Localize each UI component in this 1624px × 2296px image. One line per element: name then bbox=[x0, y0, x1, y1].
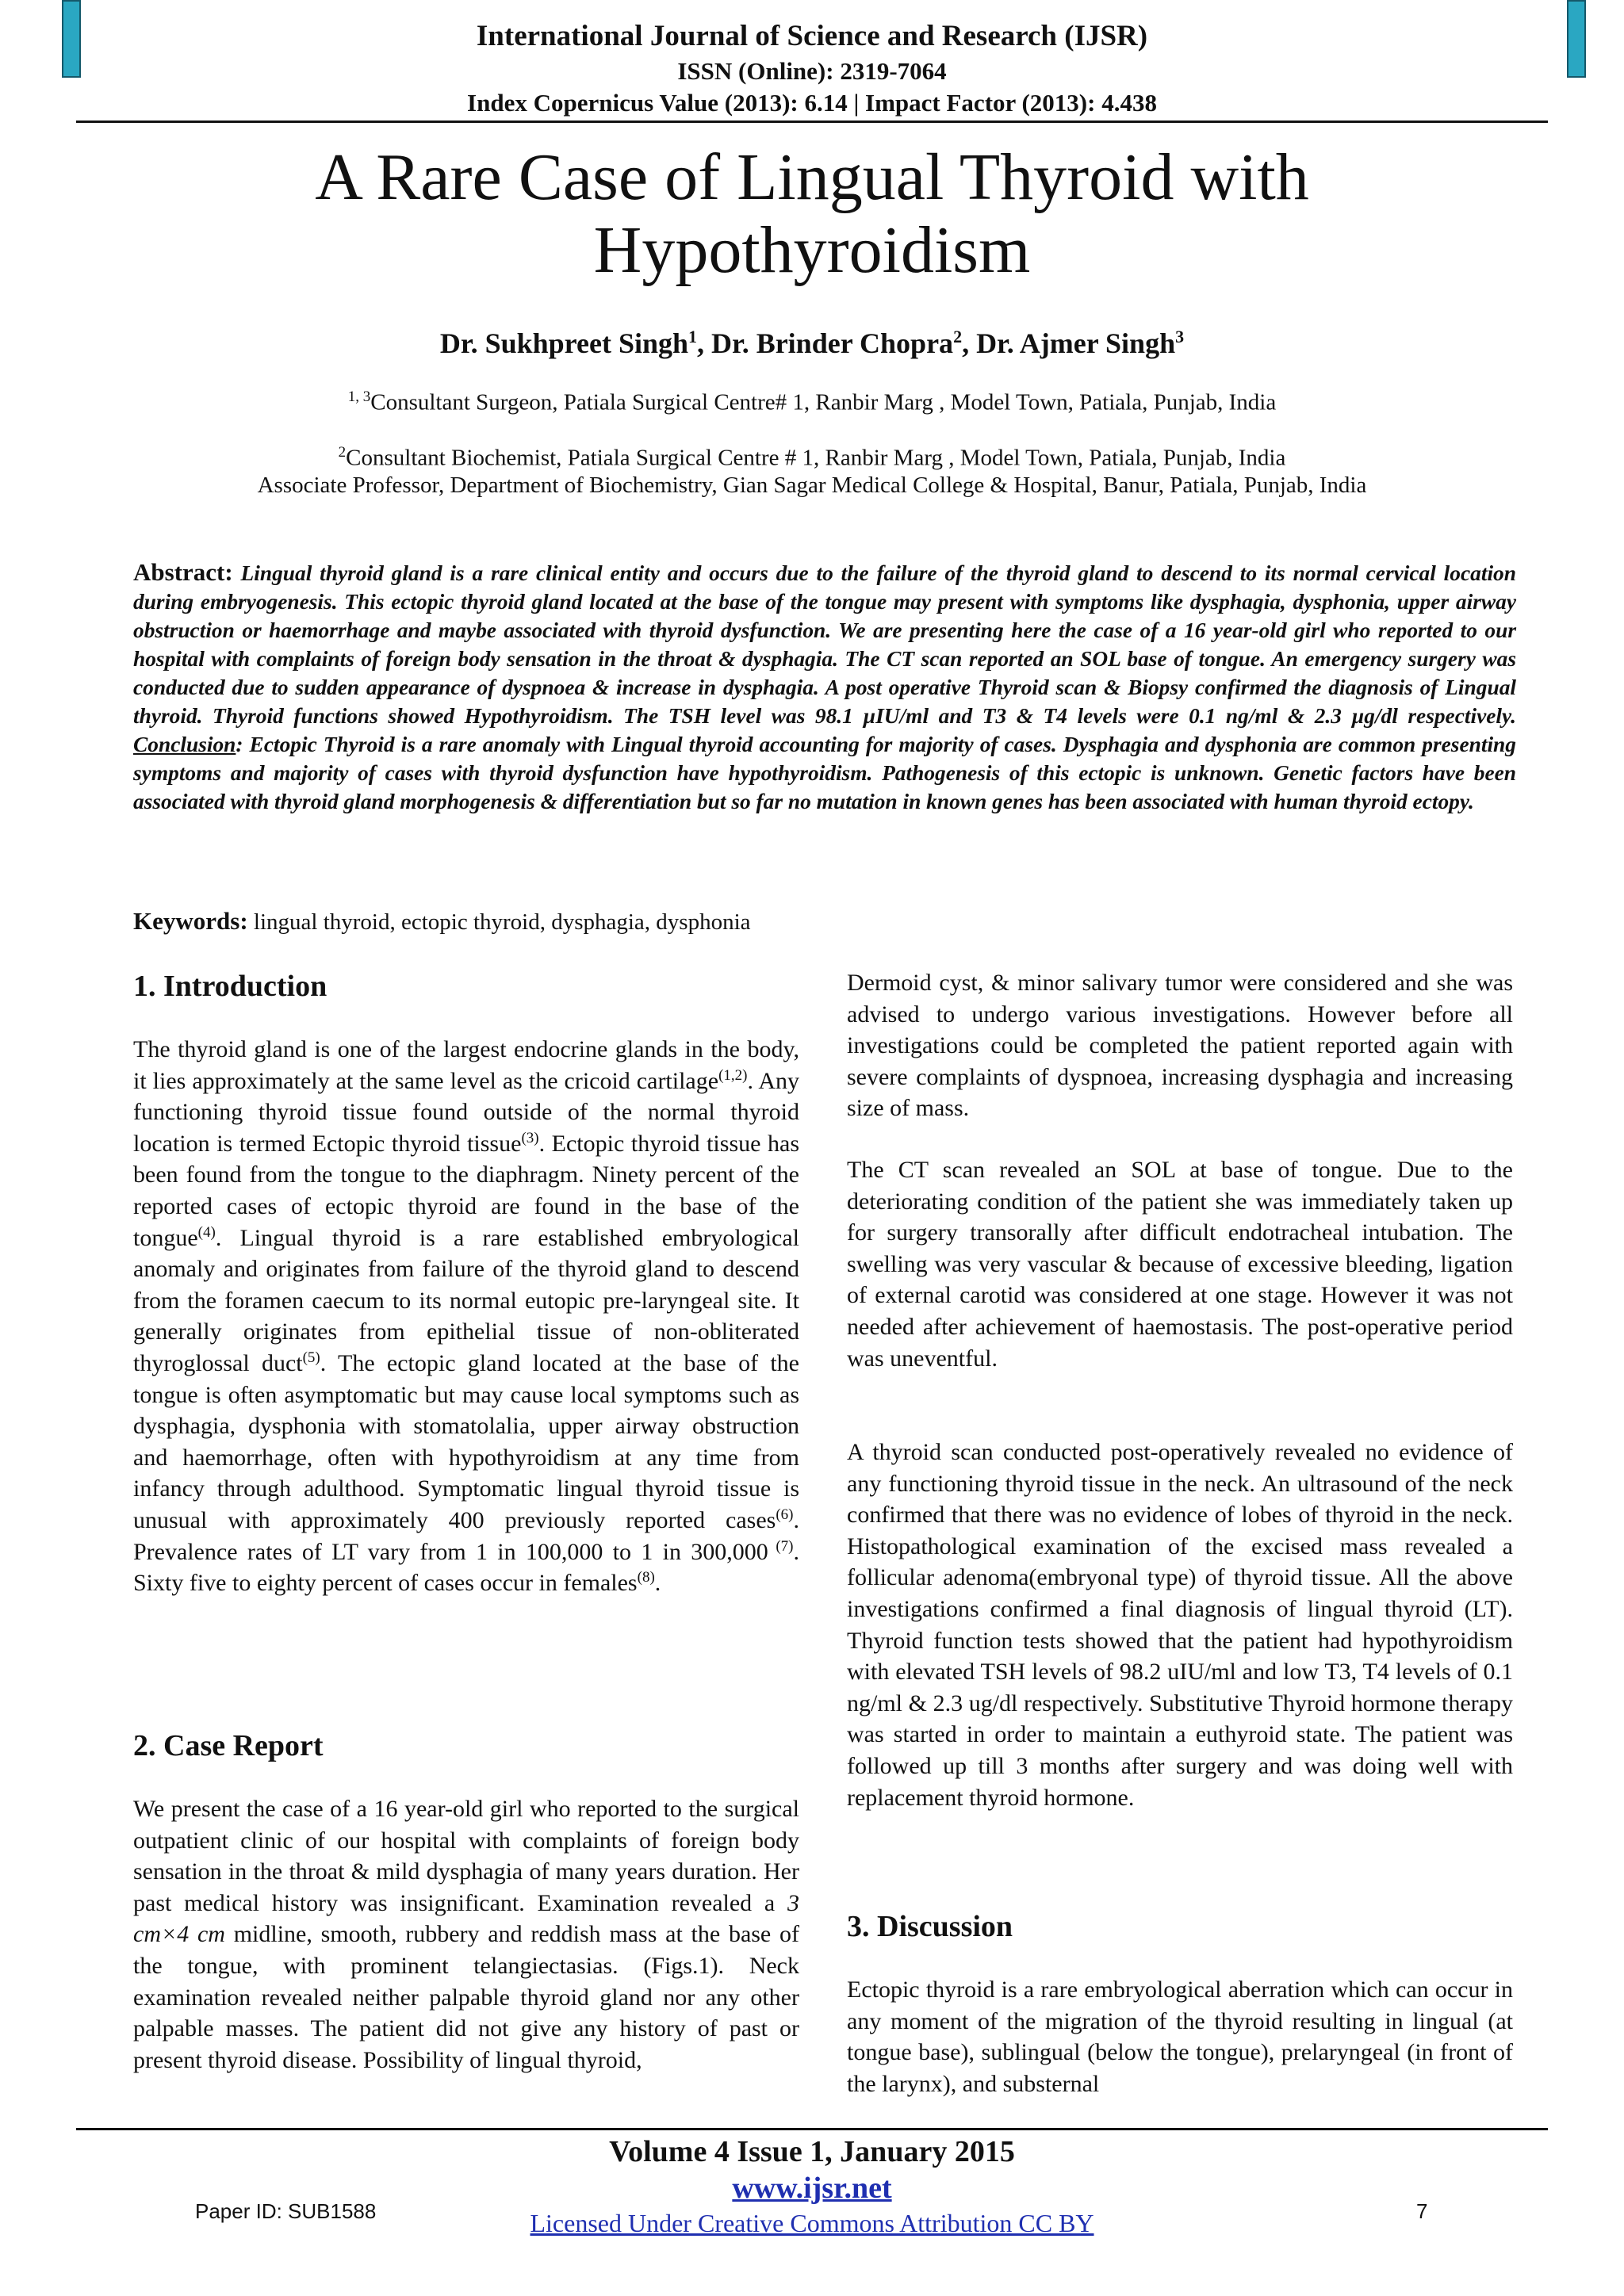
citation: (3) bbox=[521, 1129, 539, 1146]
author-affiliation-mark: 1 bbox=[688, 327, 698, 346]
affiliation-mark: 2 bbox=[338, 444, 347, 461]
journal-website-link[interactable]: www.ijsr.net bbox=[732, 2172, 892, 2205]
case-report-paragraph-1: We present the case of a 16 year-old girl who reported to the surgical outpatient clinic of our hospital with complaints of foreign body sensation in the throat & mild dysphagia of many years duration. Her past medical history was insignificant. Examination revealed a 3 cm×4 cm midline, smooth, rubbery and reddish mass at the base of the tongue, with prominent telangiectasias. (Figs.1). Neck examination revealed neither palpable thyroid gland nor any other palpable masses. The patient did not give any history of past or present thyroid disease. Possibility of lingual thyroid, bbox=[133, 1796, 799, 2073]
affiliation-3: Associate Professor, Department of Biochemistry, Gian Sagar Medical College & Hospital, Banur, Patiala, Punjab, India bbox=[257, 473, 1367, 498]
intro-paragraph: The thyroid gland is one of the largest endocrine glands in the body, it lies approximately at the same level as the cricoid cartilage$^{(1,2)}$. Any functioning thyroid tissue found outside of the normal thyroid location is termed Ectopic thyroid tissue$^{(3)}$. Ectopic thyroid tissue has been found from the tongue to the diaphragm. Ninety percent of the reported cases of ectopic thyroid are found in the base of the tongue$^{(4)}$. Lingual thyroid is a rare established embryological anomaly and originates from failure of the thyroid gland to descend from the foramen caecum to its normal eutopic pre-laryngeal site. It generally originates from epithelial tissue of non-obliterated thyroglossal duct$^{(5)}$. The ectopic gland located at the base of the tongue is often asymptomatic but may cause local symptoms such as dysphagia, dysphonia with stomatolalia, upper airway obstruction and haemorrhage, often with hypothyroidism at any time from infancy through adulthood. Symptomatic lingual thyroid tissue is unusual with approximately 400 previously reported cases$^{(6)}$. Prevalence rates of LT vary from 1 in 100,000 to 1 in 300,000 $^{(7)}$. Sixty five to eighty percent of cases occur in females$^{(8)}$. bbox=[133, 1036, 799, 1597]
abstract-label: Abstract: bbox=[133, 558, 233, 586]
paper-title-line-1: A Rare Case of Lingual Thyroid with bbox=[315, 140, 1309, 214]
journal-name: International Journal of Science and Research (IJSR) bbox=[476, 20, 1148, 52]
affiliation-1: $^{1, 3}$Consultant Surgeon, Patiala Surgical Centre# 1, Ranbir Marg , Model Town, Patiala, Punjab, India bbox=[347, 388, 1277, 415]
volume-issue: Volume 4 Issue 1, January 2015 bbox=[609, 2135, 1015, 2168]
citation: (6) bbox=[776, 1506, 794, 1523]
case-report-heading-block bbox=[133, 1728, 799, 1763]
author-name: Dr. Ajmer Singh bbox=[976, 327, 1176, 359]
case-report-heading: 2. Case Report bbox=[133, 1729, 324, 1762]
citation: (4) bbox=[197, 1223, 216, 1241]
intro-heading: 1. Introduction bbox=[133, 970, 327, 1003]
abstract bbox=[133, 558, 1516, 816]
paper-title-line-2: Hypothyroidism bbox=[593, 213, 1031, 287]
author-affiliation-mark: 3 bbox=[1175, 327, 1185, 346]
conclusion-label: Conclusion bbox=[133, 733, 236, 756]
intro-heading-block bbox=[133, 969, 799, 1004]
citation: (7) bbox=[768, 1537, 794, 1555]
journal-index: Index Copernicus Value (2013): 6.14 | Impact Factor (2013): 4.438 bbox=[467, 89, 1157, 117]
keywords-label: Keywords: bbox=[133, 907, 248, 935]
discussion-paragraph-1: Ectopic thyroid is a rare embryological aberration which can occur in any moment of the migration of the thyroid resulting in lingual (at tongue base), sublingual (below the tongue), prelaryngeal (in front of the larynx), and substernal bbox=[847, 1976, 1513, 2097]
license-link[interactable]: Licensed Under Creative Commons Attribution CC BY bbox=[530, 2209, 1094, 2237]
footer-divider bbox=[76, 2128, 1548, 2130]
citation: (1,2) bbox=[718, 1066, 748, 1084]
case-report-paragraph-3: A thyroid scan conducted post-operatively revealed no evidence of any functioning thyroid tissue in the neck. An ultrasound of the neck confirmed that there was no evidence of lobes of thyroid in the neck. Histopathological examination of the excised mass revealed a follicular adenoma(embryonal type) of thyroid tissue. All the above investigations confirmed a final diagnosis of lingual thyroid (LT). Thyroid function tests showed that the patient had hypothyroidism with elevated TSH levels of 98.2 uIU/ml and low T3, T4 levels of 0.1 ng/ml & 2.3 ug/dl respectively. Substitutive Thyroid hormone therapy was started in order to maintain a euthyroid state. The patient was followed up till 3 months after surgery and was doing well with replacement thyroid hormone. bbox=[847, 1439, 1513, 1811]
keywords-text: lingual thyroid, ectopic thyroid, dysphagia, dysphonia bbox=[253, 909, 751, 935]
affiliation-2: $^2$Consultant Biochemist, Patiala Surgical Centre # 1, Ranbir Marg , Model Town, Patiala, Punjab, India bbox=[338, 444, 1286, 471]
author-list: Dr. Sukhpreet Singh$^1$, Dr. Brinder Chopra$^2$, Dr. Ajmer Singh$^3$ bbox=[439, 327, 1185, 359]
affiliation-mark: 1, 3 bbox=[347, 388, 371, 405]
journal-issn: ISSN (Online): 2319-7064 bbox=[677, 57, 947, 85]
header-divider bbox=[76, 121, 1548, 123]
paper-id: Paper ID: SUB1588 bbox=[195, 2199, 377, 2223]
citation: (5) bbox=[302, 1349, 320, 1366]
author-name: Dr. Brinder Chopra bbox=[711, 327, 954, 359]
page-number: 7 bbox=[1416, 2199, 1428, 2223]
author-affiliation-mark: 2 bbox=[953, 327, 963, 346]
keywords bbox=[133, 907, 751, 936]
discussion-heading: 3. Discussion bbox=[847, 1910, 1013, 1943]
abstract-text: Lingual thyroid gland is a rare clinical entity and occurs due to the failure of the thyroid gland to descend to its normal cervical location during embryogenesis. This ectopic thyroid gland located at the base of the tongue may present with symptoms like dysphagia, dysphonia, upper airway obstruction or haemorrhage and maybe associated with thyroid dysfunction. We are presenting here the case of a 16 year-old girl who reported to our hospital with complaints of foreign body sensation in the throat & dysphagia. The CT scan reported an SOL base of tongue. An emergency surgery was conducted due to sudden appearance of dyspnoea & increase in dysphagia. A post operative Thyroid scan & Biopsy confirmed the diagnosis of Lingual thyroid. Thyroid functions showed Hypothyroidism. The TSH level was 98.1 µIU/ml and T3 & T4 levels were 0.1 ng/ml & 2.3 µg/dl respectively. Conclusion: Ectopic Thyroid is a rare anomaly with Lingual thyroid accounting for majority of cases. Dysphagia and dysphonia are common presenting symptoms and majority of cases with thyroid dysfunction have hypothyroidism. Pathogenesis of this ectopic is unknown. Genetic factors have been associated with thyroid gland morphogenesis & differentiation but so far no mutation in known genes has been associated with human thyroid ectopy. bbox=[133, 561, 1516, 813]
citation: (8) bbox=[637, 1569, 655, 1586]
case-report-paragraph-1-continued: Dermoid cyst, & minor salivary tumor were considered and she was advised to undergo various investigations. However before all investigations could be completed the patient reported again with severe complaints of dyspnoea, increasing dysphagia and increasing size of mass. bbox=[847, 970, 1513, 1122]
mass-size: 3 cm×4 cm bbox=[133, 1889, 799, 1948]
author-name: Dr. Sukhpreet Singh bbox=[439, 327, 689, 359]
case-report-paragraph-2: The CT scan revealed an SOL at base of tongue. Due to the deteriorating condition of the patient she was immediately taken up for surgery transorally after difficult endotracheal intubation. The swelling was very vascular & because of excessive bleeding, ligation of external carotid was considered at one stage. However it was not needed after achievement of haemostasis. The post-operative period was uneventful. bbox=[847, 1157, 1513, 1372]
discussion-heading-block bbox=[847, 1909, 1513, 1944]
